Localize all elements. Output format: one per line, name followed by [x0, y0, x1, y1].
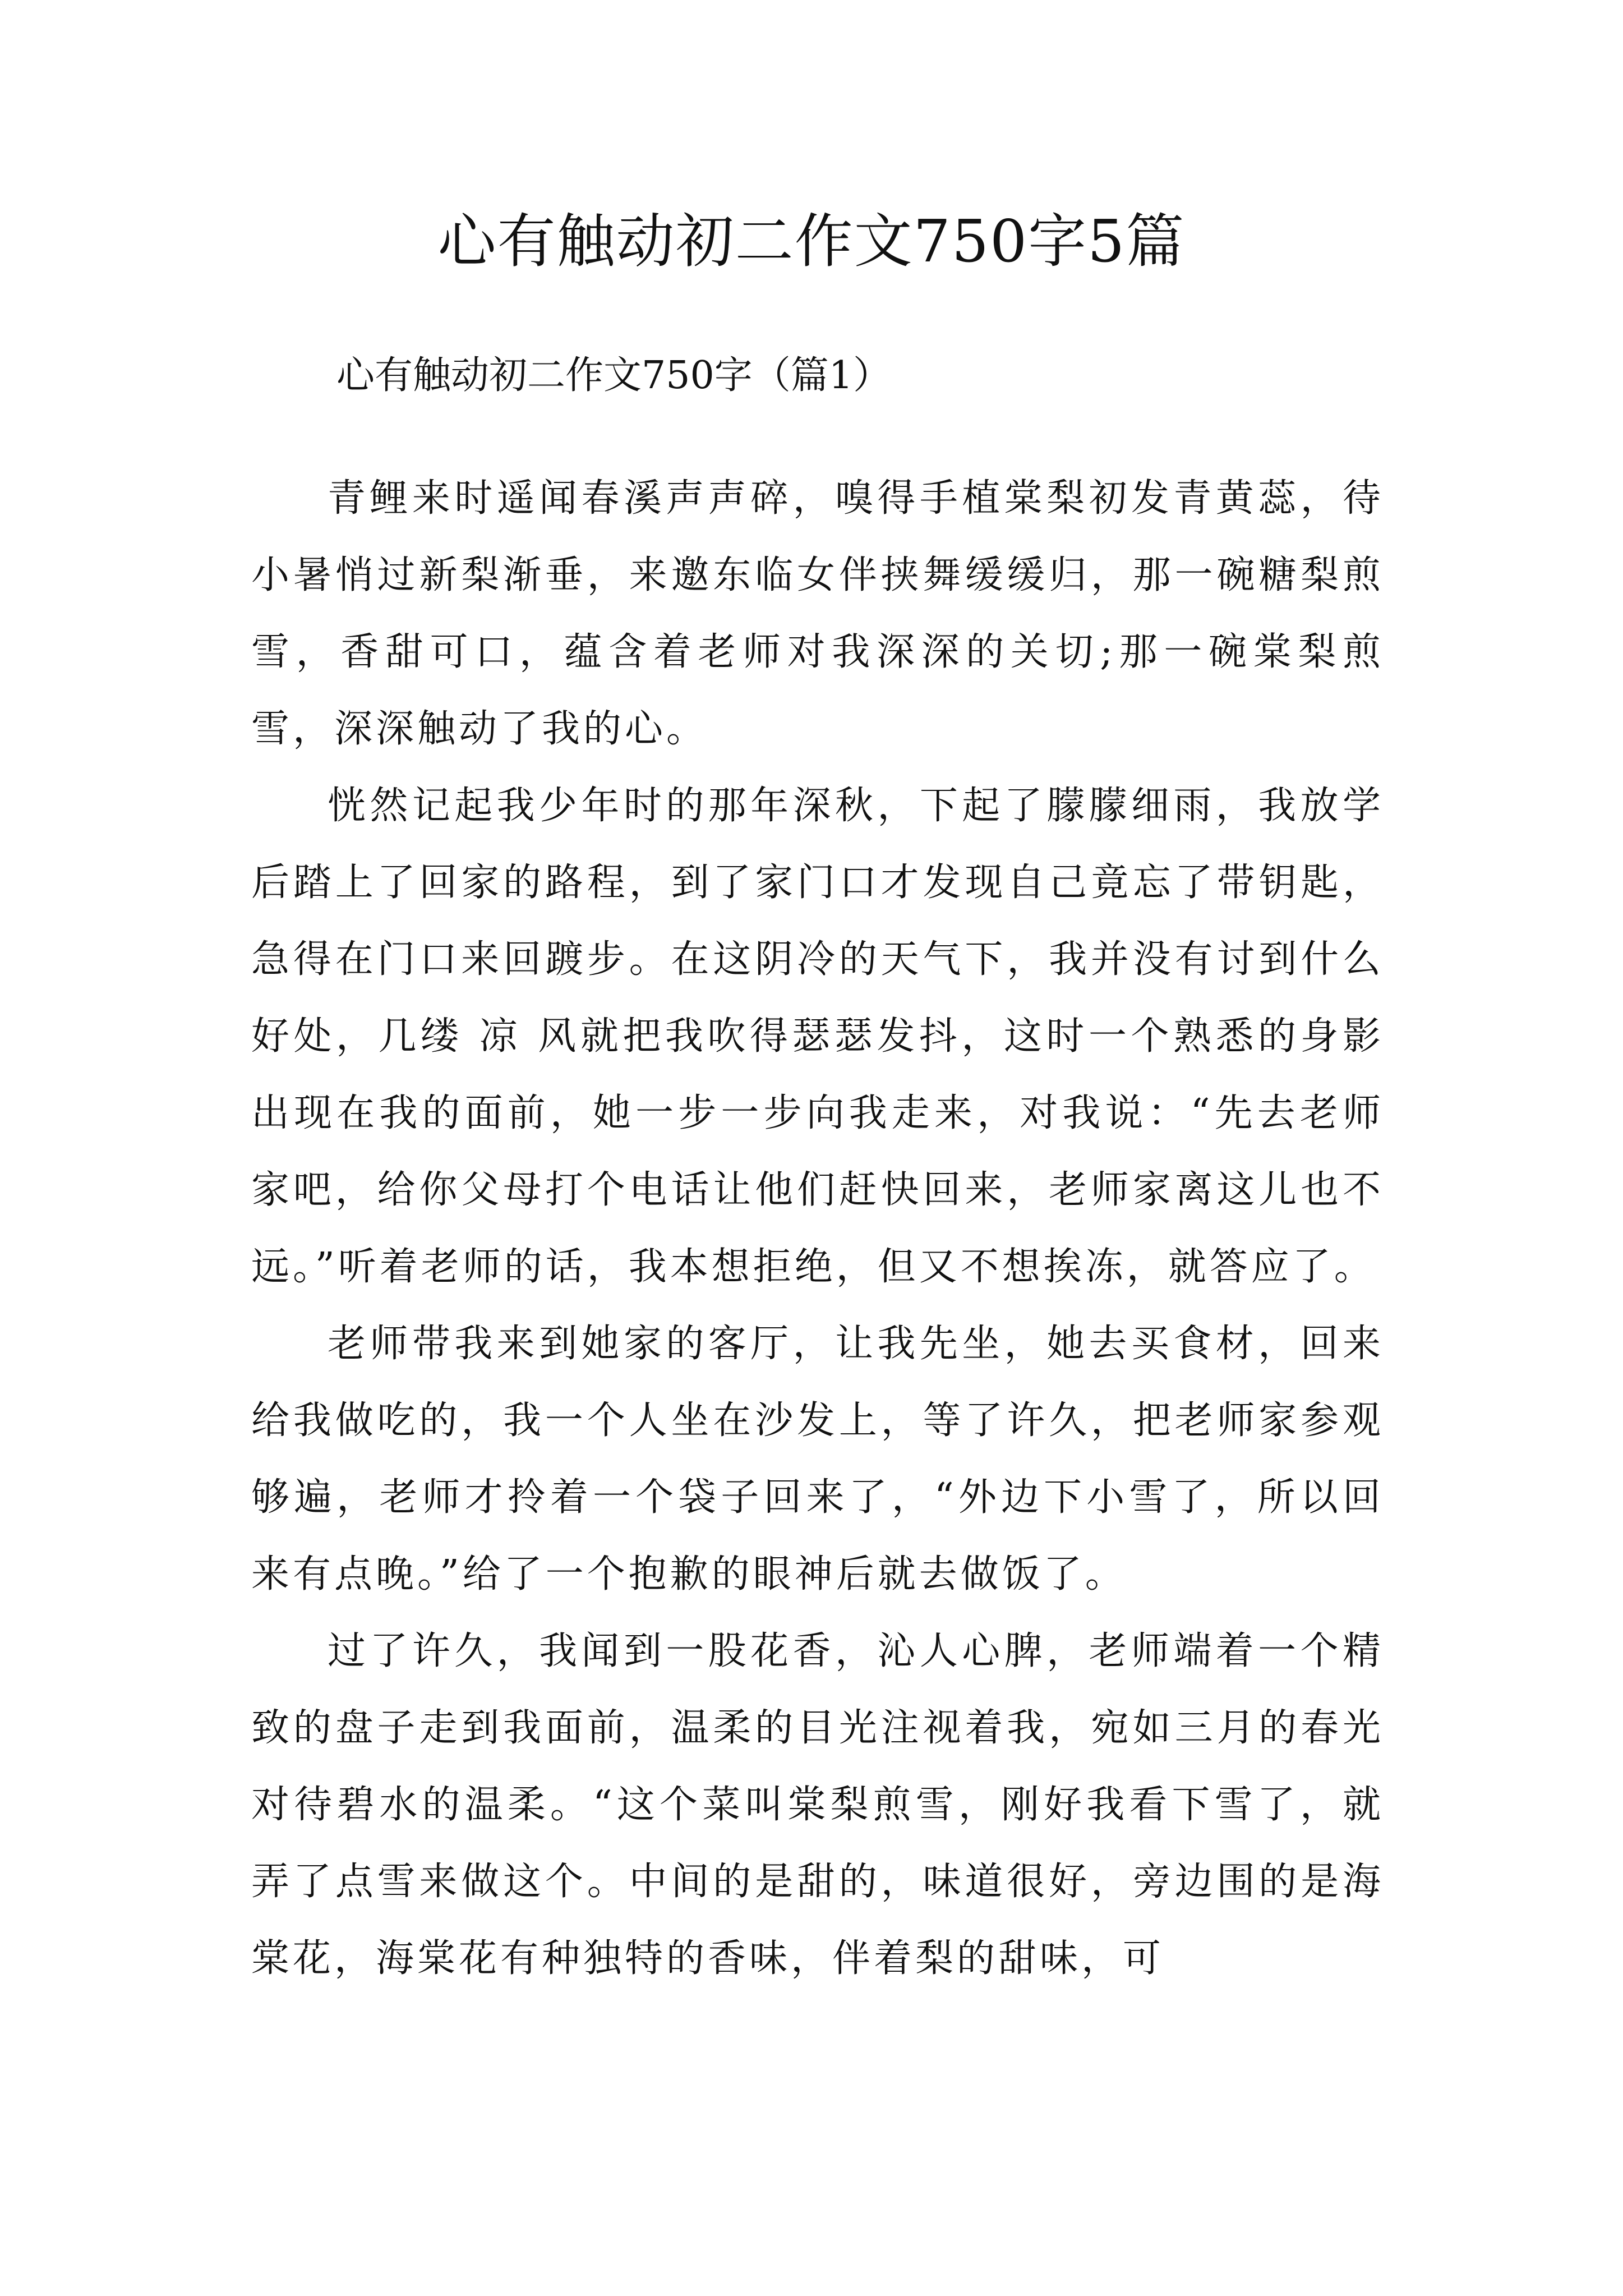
section-heading: 心有触动初二作文750字（篇1）	[336, 353, 892, 398]
essay-body	[251, 460, 1384, 1997]
paragraph: 老师带我来到她家的客厅，让我先坐，她去买食材，回来给我做吃的，我一个人坐在沙发上，等了许久，把老师家参观够遍，老师才拎着一个袋子回来了，“外边下小雪了，所以回来有点晚。”给了一个抱歉的眼神后就去做饭了。	[251, 1322, 1384, 1596]
paragraph: 青鲤来时遥闻春溪声声碎，嗅得手植棠梨初发青黄蕊，待小暑悄过新梨渐垂，来邀东临女伴挟舞缓缓归，那一碗糖梨煎雪，香甜可口，蕴含着老师对我深深的关切;那一碗棠梨煎雪，深深触动了我的心。	[251, 476, 1384, 751]
paragraph: 恍然记起我少年时的那年深秋，下起了朦朦细雨，我放学后踏上了回家的路程，到了家门口才发现自己竟忘了带钥匙，急得在门口来回踱步。在这阴冷的天气下，我并没有讨到什么好处，几缕 凉 风就把我吹得瑟瑟发抖，这时一个熟悉的身影出现在我的面前，她一步一步向我走来，对我说：“先去老师家吧，给你父母打个电话让他们赶快回来，老师家离这儿也不远。”听着老师的话，我本想拒绝，但又不想挨冻，就答应了。	[251, 784, 1384, 1289]
paragraph: 过了许久，我闻到一股花香，沁人心脾，老师端着一个精致的盘子走到我面前，温柔的目光注视着我，宛如三月的春光对待碧水的温柔。“这个菜叫棠梨煎雪，刚好我看下雪了，就弄了点雪来做这个。中间的是甜的，味道很好，旁边围的是海棠花，海棠花有种独特的香味，伴着梨的甜味，可	[251, 1629, 1384, 1981]
document-title: 心有触动初二作文750字5篇	[437, 207, 1186, 275]
